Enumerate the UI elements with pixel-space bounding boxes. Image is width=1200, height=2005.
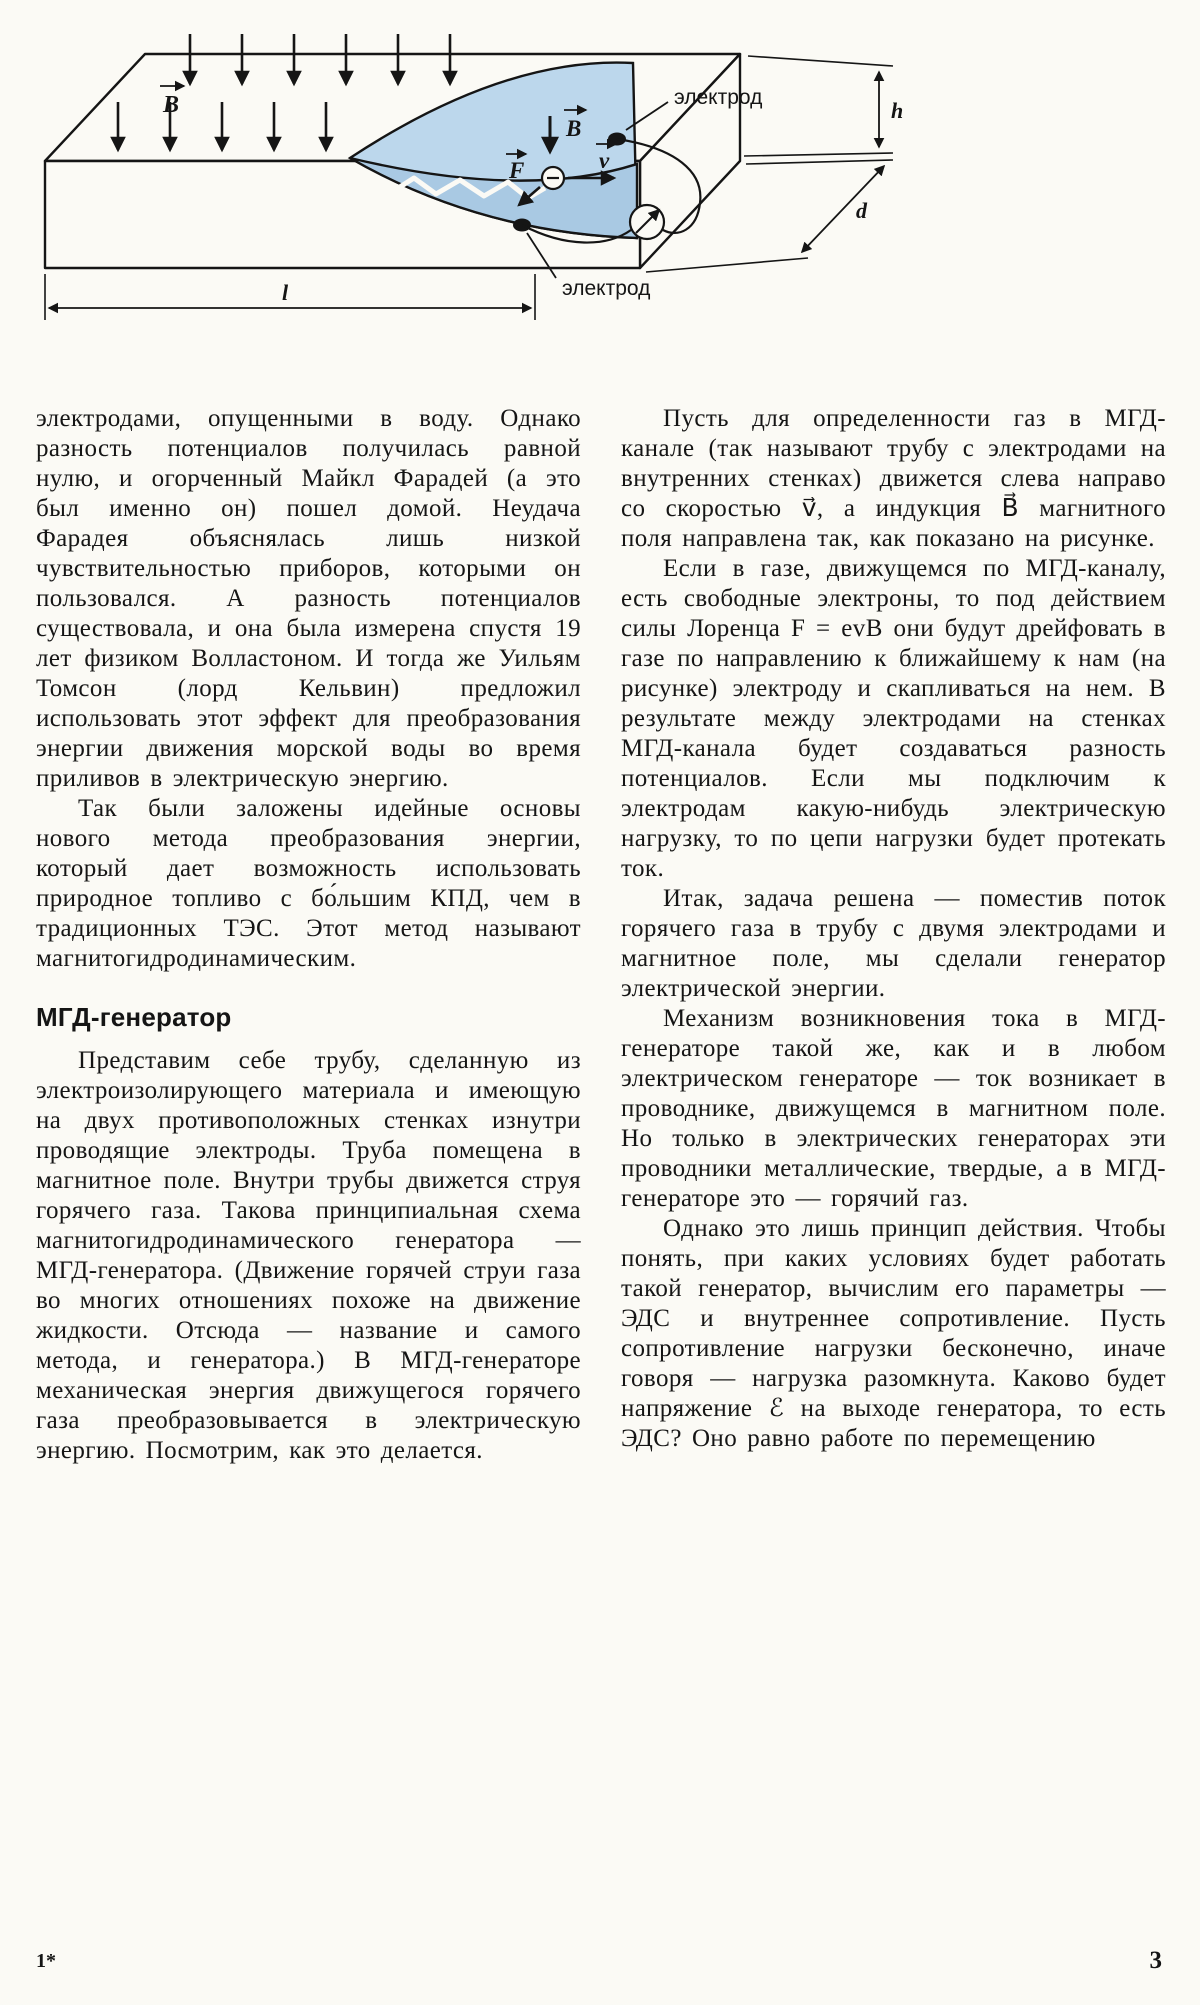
dim-d-label: d — [856, 198, 867, 223]
signature-mark: 1* — [36, 1950, 56, 1972]
paragraph: Если в газе, движущемся по МГД-каналу, есть свободные электроны, то под действием силы Лоренца F = evB они будут дрейфовать в газе по направлению к ближайшему к нам (на рисунке) электроду и скапливаться на нем. В результате между электродами на стенках МГД-канала будет создаваться разность потенциалов. Если мы подключим к электродам какую-нибудь электрическую нагрузку, то по цепи нагрузки будет протекать ток. — [621, 555, 1166, 882]
page-number: 3 — [1149, 1947, 1162, 1974]
dim-l-label: l — [282, 280, 289, 305]
paragraph: Пусть для определенности газ в МГД-канале (так называют трубу с электродами на внутренних стенках) движется слева направо со скоростью v⃗, а индукция B⃗ магнитного поля направлена так, как показано на рисунке. — [621, 405, 1166, 552]
mhd-duct-diagram — [0, 6, 1200, 401]
paragraph: Так были заложены идейные основы нового метода преобразования энергии, который дает возможность использовать природное топливо с бо́льшим КПД, чем в традиционных ТЭС. Этот метод называют магнитогидродинамическим. — [36, 795, 581, 972]
dimension-h — [744, 56, 903, 156]
velocity-label: v — [599, 148, 610, 173]
b-inner-label: B — [566, 116, 582, 141]
extension-line — [646, 258, 808, 272]
mhd-generator-figure — [0, 6, 1200, 401]
paragraph: Итак, задача решена — поместив поток горячего газа в трубу с двумя электродами и магнитное поле, мы сделали генератор электрической энергии. — [621, 885, 1166, 1002]
dim-arrow — [802, 166, 884, 252]
dim-h-label: h — [891, 98, 904, 123]
left-column — [36, 404, 581, 1466]
right-column — [621, 404, 1166, 1466]
electrode-top-label: электрод — [674, 86, 763, 109]
extension-line — [748, 56, 893, 66]
paragraph: Представим себе трубу, сделанную из электроизолирующего материала и имеющую на двух противоположных стенках изнутри проводящие электроды. Труба помещена в магнитное поле. Внутри трубы движется струя горячего газа. Такова принципиальная схема магнитогидродинамического генератора — МГД-генератора. (Движение горячей струи газа во многих отношениях похоже на движение жидкости. Отсюда — название и самого метода, и генератора.) В МГД-генераторе механическая энергия движущегося горячего газа преобразовывается в электрическую энергию. Посмотрим, как это делается. — [36, 1047, 581, 1464]
b-field-label: B — [163, 92, 180, 118]
paragraph: Однако это лишь принцип действия. Чтобы понять, при каких условиях будет работать такой генератор, вычислим его параметры — ЭДС и внутреннее сопротивление. Пусть сопротивление нагрузки бесконечно, иначе говоря — нагрузка разомкнута. Каково будет напряжение ℰ на выходе генератора, то есть ЭДС? Оно равно работе по перемещению — [621, 1215, 1166, 1452]
article-body — [36, 404, 1166, 1466]
electrode-bottom-label: электрод — [562, 277, 651, 300]
extension-line — [746, 160, 893, 164]
extension-line — [744, 153, 893, 156]
force-label: F — [509, 158, 525, 183]
dimension-l — [45, 274, 535, 320]
section-heading: МГД-генератор — [36, 1002, 232, 1032]
paragraph: электродами, опущенными в воду. Однако разность потенциалов получилась равной нулю, и огорченный Майкл Фарадей (а это был именно он) пошел домой. Неудача Фарадея объяснялась лишь низкой чувствительностью приборов, которыми он пользовался. А разность потенциалов существовала, и она была измерена спустя 19 лет физиком Волластоном. И тогда же Уильям Томсон (лорд Кельвин) предложил использовать этот эффект для преобразования энергии движения морской воды во время приливов в электрическую энергию. — [36, 405, 581, 792]
paragraph: Механизм возникновения тока в МГД-генераторе такой же, как и в любом электрическом генераторе — ток возникает в проводнике, движущемся в магнитном поле. Но только в электрических генераторах эти проводники металлические, твердые, а в МГД-генераторе это — горячий газ. — [621, 1005, 1166, 1212]
